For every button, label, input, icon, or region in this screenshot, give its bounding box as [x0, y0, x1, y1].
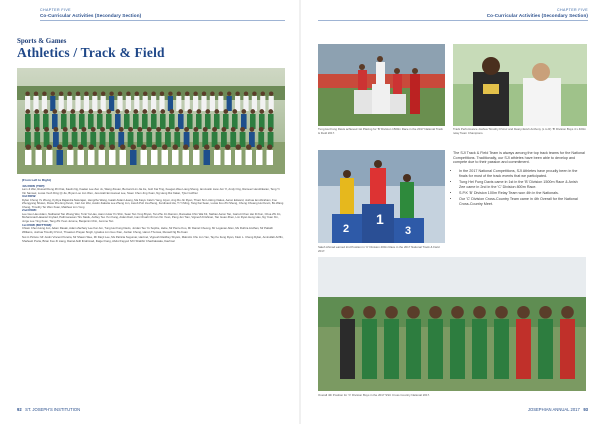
page-number-right: 93 — [583, 407, 588, 412]
achievement-item: • In the 2017 National Competitions, SJI Athletes have proudly been in the finals for most of the track events that we participated. — [459, 169, 585, 178]
caption-1: Tung Hei Fung Davis achieved 1st Placing for 'B' Division 1500m Race in the 2017 National Track & Field 2017. — [318, 127, 443, 135]
intro-paragraph: The SJI Track & Field Team is always among the top track teams for the National Competitions. Traditionally, our SJI athletes have been able to develop and compete due to their passion and commitment. — [453, 151, 585, 165]
page-gutter — [299, 0, 301, 424]
article-body — [453, 151, 585, 208]
photo-podium-400m — [318, 150, 445, 243]
photo-podium-400m-image — [318, 150, 445, 243]
caption-2: Track Performance Joshua Timothy D'cruz and Ifeanyi Ezeh Anthony (L to R) 'B' Division Boys 4 x 400m relay Team Champions. — [453, 127, 587, 135]
chapter-header-left — [40, 8, 141, 18]
team-photo-image — [17, 68, 285, 174]
section-label: Sports & Games — [17, 37, 67, 45]
achievement-item: • Our 'C' Division Cross-Country Team came in 4th Overall for the National Cross-Country Meet. — [459, 197, 585, 206]
chapter-label-right: CHAPTER FIVE — [557, 8, 588, 12]
header-rule-right — [318, 20, 588, 21]
caption-3: Saleh Ahmad earned 2nd Position in 'C' Division 400m Race in the 2017 National Track & Field 2017. — [318, 245, 440, 253]
row-names: Lee Guo Hao Adam, Nathaniel Tan Zhang Wei, Tonti Ya Hao, Aaron Hsia Yin Shin, Sean Tan Yong Bryan, Tan Zhu Jin Damion, Ramadas Chin Wai Kit, Nathan Aaron Tan, Garrett Chen Hei Di Kun, Chua Zhi Jin, Muhammad Hasanul Irsyhad, Pathmanesan Tiru Naidu, Ashley Teo Yun Kang, Aidan Daiz, Ivan Chuah Chi Ian Xin Yuan, Pang Jun Tian, Vignesh Krishnan, Tan Guan Zhen, Lim Ryan Heng Hao, Ng Yuan Xin, Jorge Lee Ying Xuan, Tang Zhi Yuan Jerome, Benjamin Chin, Jerome Tan — [22, 211, 282, 224]
page-title: Athletics / Track & Field — [17, 45, 165, 60]
team-photo — [17, 68, 285, 174]
photo-relay-athletes-image — [453, 44, 587, 126]
achievement-item: • Tung Hei Fung Davis came in 1st in the 'B' Division 1500m Race & Anish Zee came in 2nd in the 'C' Division 800m Race. — [459, 180, 585, 189]
footer-left — [17, 407, 80, 412]
photo-podium-1500m-image — [318, 44, 445, 126]
chapter-title-right: Co-Curricular Activities (Secondary Section) — [486, 13, 588, 18]
row-names: Dylan Chong Yu Zheng, Kyrbya Rajandra Naturajan, Hengzhe Wang, Isaiah Aidan Huang, Ma Kaiyu Calvin Yang, Aiyun, Ang Ru Jin Ryan, Thant Sin Linking Oakes, Aaron Edward, Joshua Ian Abraham, Foo Zhengyang Shawn, Rowe Zhe Eng Kevin, Carl Jun Wei, Austin Zakaria Lee Zheng Jun, Jacob Poh Jia Zheng, Ferdinand Aw, Ti Yi Ming, Tang Kai Sean, Lucas Foo Zhi Sheng, Cheng Chuang Hui Kevin, Bo Wang Cheng, Timothy Ter Wen Xuan, Matthew Lim Yong — [22, 197, 284, 209]
team-members-list — [22, 179, 284, 243]
chapter-title-left: Co-Curricular Activities (Secondary Section) — [40, 13, 142, 18]
chapter-label-left: CHAPTER FIVE — [40, 8, 71, 12]
row-heading: 3rd ROW: — [22, 194, 37, 199]
page-number-left: 92 — [17, 407, 22, 412]
svg-text:3: 3 — [405, 225, 412, 237]
achievement-item: • S.P.K 'B' Division 100m Relay Team won 4th in the Nationals. — [459, 191, 585, 196]
caption-4: Overall 4th Position for 'C' Division Boys in the 2017 SSC Cross Country National 2017. — [318, 393, 430, 397]
chapter-header-right — [487, 8, 588, 18]
photo-cross-country-team — [318, 257, 586, 391]
row-heading: 4th ROW (TOP): — [22, 183, 46, 188]
row-names: Chiam Chen Hong Jun, Adam Rasak, Adam Zachary Lee Kai Jun, Tung Hei Fung Davis, Jordan Teo Yu Sophie, Hebe, Mr Pierre Kuo, Mr Daniel Cheong, Mr Loganan Allen, Ms Ruthra Andhan, Mr Pattath Williams, Joshua Timothy D'cruz, Thoaston Prayan Singh, Ignatius Lim Guo Xian, Jordan Chong, Harun Thomas, Russell Ng Bo Kuan — [22, 226, 273, 234]
not-in-picture: Not in Picture: Mr Justin Vincent Pereira, Mr Shawn Wee, Mr Daryl Lee, Ms Patricia Sugumar, Hazmel, Vignesh Raidhey Shyam, Malcolm Chu Jun Yan, Tay Ke Feng Ryan, Klein L. Cheng Dylan, Aminullah Ariffin, Shaheeb Pozia, Brian Kuo Zi Liang, Daniel Aidil Ibrahimad, Ifatger Fang, Abdul Fayyaz S/O Shabbir Chachakwala, Kaufmal — [22, 235, 284, 243]
row-heading: 1st ROW (BOTTOM): — [22, 222, 53, 227]
row-3-block — [22, 195, 284, 209]
svg-text:1: 1 — [376, 211, 384, 227]
row-names: Lam Ji Wei, Russell Deng Zhi Kiat, Kaelin Ng, Kaelan Lee Zen Ju, Wang Zixuan, Bernard Lim Jia Jie, Goh Kai Ting, Keegan Wee Liang Sheng, Ian Austin Liew Jun Yi, Andy Ong, Rameez Hendrikaran, Teng Yi Xin Samuel, Lucas Yeoh Ding Qi Jie, Bryan Loo Jun Wen, Jeremiah Emmanuel Lee, Swen Chen Jing Xuan, Ng Heng Rui Kalan, Tyler Goffrier — [22, 187, 280, 195]
photo-podium-1500m — [318, 44, 445, 126]
footer-right — [528, 407, 588, 412]
row-1-block — [22, 224, 284, 235]
photo-cross-country-team-image — [318, 257, 586, 391]
footer-annual: JOSEPHIAN ANNUAL 2017 — [527, 407, 580, 412]
achievements-list — [453, 169, 585, 206]
svg-text:2: 2 — [343, 223, 350, 235]
row-4-block — [22, 185, 284, 196]
list-header: (From Left to Right) — [22, 178, 51, 182]
photo-relay-athletes — [453, 44, 587, 126]
row-2-block — [22, 209, 284, 223]
footer-school: ST. JOSEPH'S INSTITUTION — [25, 407, 81, 412]
row-heading: 2nd ROW: — [22, 208, 37, 213]
header-rule-left — [40, 20, 285, 21]
